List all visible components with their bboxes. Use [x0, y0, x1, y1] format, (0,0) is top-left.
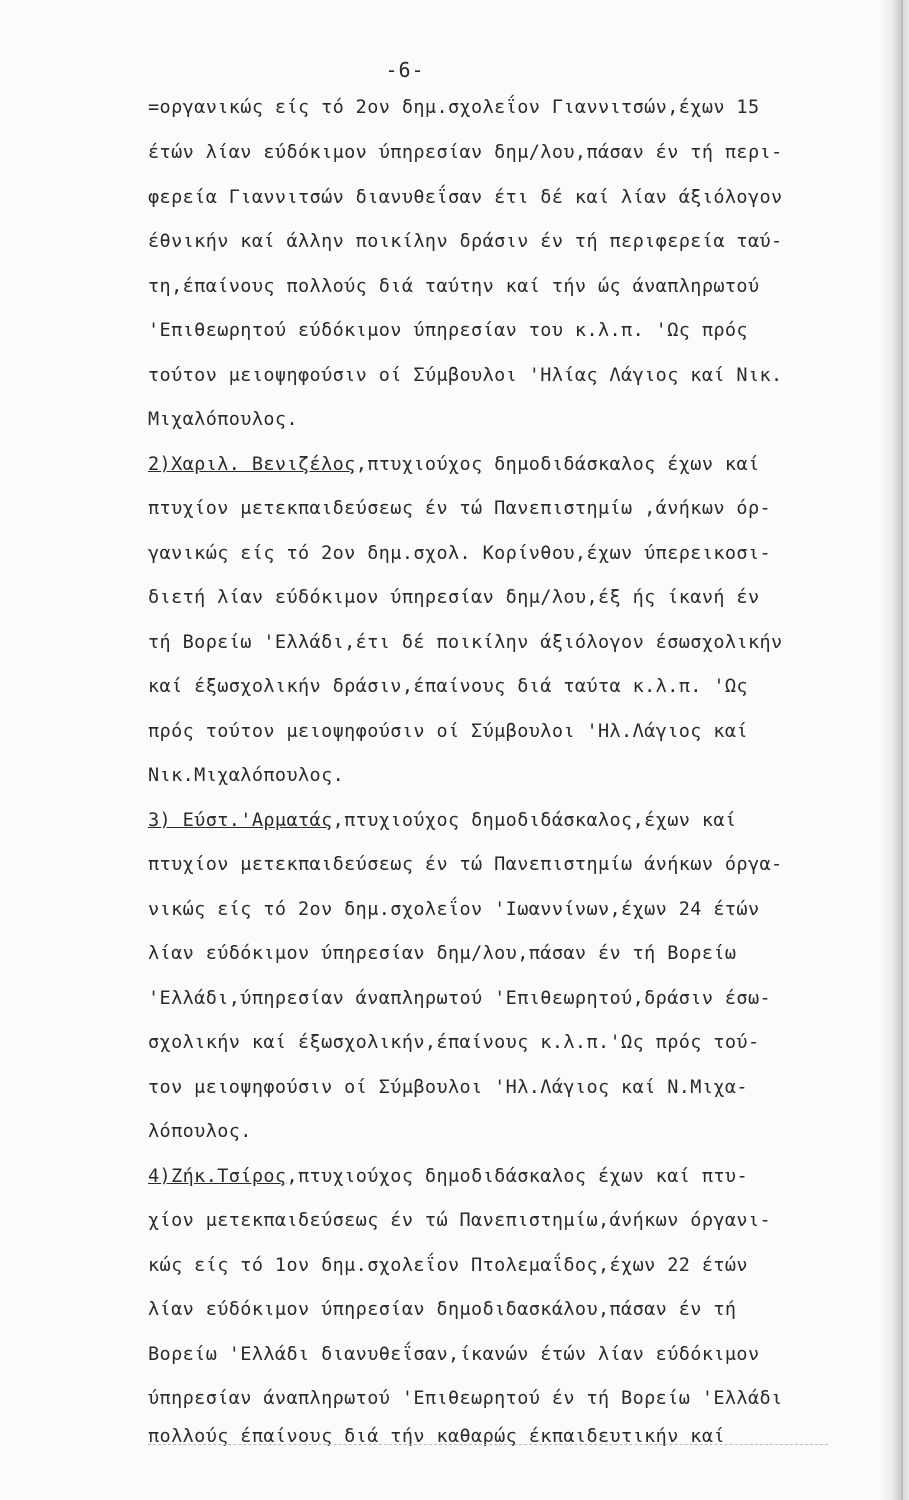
text-line: Μιχαλόπουλος.: [148, 409, 298, 430]
text-line: νικώς είς τό 2ον δημ.σχολεΐον 'Ιωαννίνων,έχων 24 έτών: [148, 899, 760, 920]
text-line: πτυχίον μετεκπαιδεύσεως έν τώ Πανεπιστημίω ,άνήκων όρ-: [148, 498, 772, 519]
page-edge-shadow: [879, 0, 909, 1500]
text-line: καί έξωσχολικήν δράσιν,έπαίνους διά ταύτα κ.λ.π. 'Ως: [148, 676, 748, 697]
text-line-item-4: [148, 1165, 868, 1189]
item-4-rest: ,πτυχιούχος δημοδιδάσκαλος έχων καί πτυ-: [286, 1166, 748, 1187]
text-line: τή Βορείω 'Ελλάδι,έτι δέ ποικίλην άξιόλογον έσωσχολικήν: [148, 632, 783, 653]
text-line: τούτον μειοψηφούσιν οί Σύμβουλοι 'Ηλίας Λάγιος καί Νικ.: [148, 365, 783, 386]
item-3-rest: ,πτυχιούχος δημοδιδάσκαλος,έχων καί: [332, 810, 737, 831]
text-line: λόπουλος.: [148, 1121, 252, 1142]
text-line: πολλούς έπαίνους διά τήν καθαρώς έκπαιδευτικήν καί: [148, 1426, 725, 1447]
text-line: λίαν εύδόκιμον ύπηρεσίαν δημοδιδασκάλου,πάσαν έν τή: [148, 1299, 737, 1320]
text-line: πρός τούτον μειοψηφούσιν οί Σύμβουλοι 'Ηλ.Λάγιος καί: [148, 721, 748, 742]
item-2-rest: ,πτυχιούχος δημοδιδάσκαλος έχων καί: [355, 454, 760, 475]
item-4-name: 4)Ζήκ.Τσίρος: [148, 1166, 287, 1187]
text-line: γανικώς είς τό 2ον δημ.σχολ. Κορίνθου,έχων ύπερεικοσι-: [148, 543, 772, 564]
text-line: 'Επιθεωρητού εύδόκιμον ύπηρεσίαν του κ.λ.π. 'Ως πρός: [148, 320, 748, 341]
text-line: τον μειοψηφούσιν οί Σύμβουλοι 'Ηλ.Λάγιος καί Ν.Μιχα-: [148, 1077, 748, 1098]
text-line: πτυχίον μετεκπαιδεύσεως έν τώ Πανεπιστημίω άνήκων όργα-: [148, 854, 783, 875]
text-line: 'Ελλάδι,ύπηρεσίαν άναπληρωτού 'Επιθεωρητού,δράσιν έσω-: [148, 988, 772, 1009]
text-line: χίον μετεκπαιδεύσεως έν τώ Πανεπιστημίω,άνήκων όργανι-: [148, 1210, 772, 1231]
text-line: φερεία Γιαννιτσών διανυθεΐσαν έτι δέ καί λίαν άξιόλογον: [148, 187, 783, 208]
text-line-item-2: [148, 453, 868, 477]
item-2-name: 2)Χαριλ. Βενιζέλος: [148, 454, 356, 475]
text-line: Βορείω 'Ελλάδι διανυθεΐσαν,ίκανών έτών λίαν εύδόκιμον: [148, 1344, 760, 1365]
text-line: σχολικήν καί έξωσχολικήν,έπαίνους κ.λ.π.'Ως πρός τού-: [148, 1032, 760, 1053]
text-line: Νικ.Μιχαλόπουλος.: [148, 765, 345, 786]
page-edge-line: [901, 0, 903, 1500]
text-line: τη,έπαίνους πολλούς διά ταύτην καί τήν ώς άναπληρωτού: [148, 276, 760, 297]
item-3-name: 3) Εύστ.'Αρματάς: [148, 810, 333, 831]
text-line-item-3: [148, 809, 868, 833]
text-line: =οργανικώς είς τό 2ον δημ.σχολεΐον Γιαννιτσών,έχων 15: [148, 97, 760, 118]
text-line: διετή λίαν εύδόκιμον ύπηρεσίαν δημ/λου,έξ ής ίκανή έν: [148, 587, 760, 608]
text-line: κώς είς τό 1ον δημ.σχολεΐον Πτολεμαΐδος,έχων 22 έτών: [148, 1255, 748, 1276]
page-number: -6-: [385, 58, 425, 82]
bottom-rule: [148, 1444, 828, 1446]
text-line: έτών λίαν εύδόκιμον ύπηρεσίαν δημ/λου,πάσαν έν τή περι-: [148, 142, 783, 163]
text-line: έθνικήν καί άλλην ποικίλην δράσιν έν τή περιφερεία ταύ-: [148, 231, 783, 252]
text-line: ύπηρεσίαν άναπληρωτού 'Επιθεωρητού έν τή Βορείω 'Ελλάδι: [148, 1388, 783, 1409]
text-line: λίαν εύδόκιμον ύπηρεσίαν δημ/λου,πάσαν έν τή Βορείω: [148, 943, 737, 964]
